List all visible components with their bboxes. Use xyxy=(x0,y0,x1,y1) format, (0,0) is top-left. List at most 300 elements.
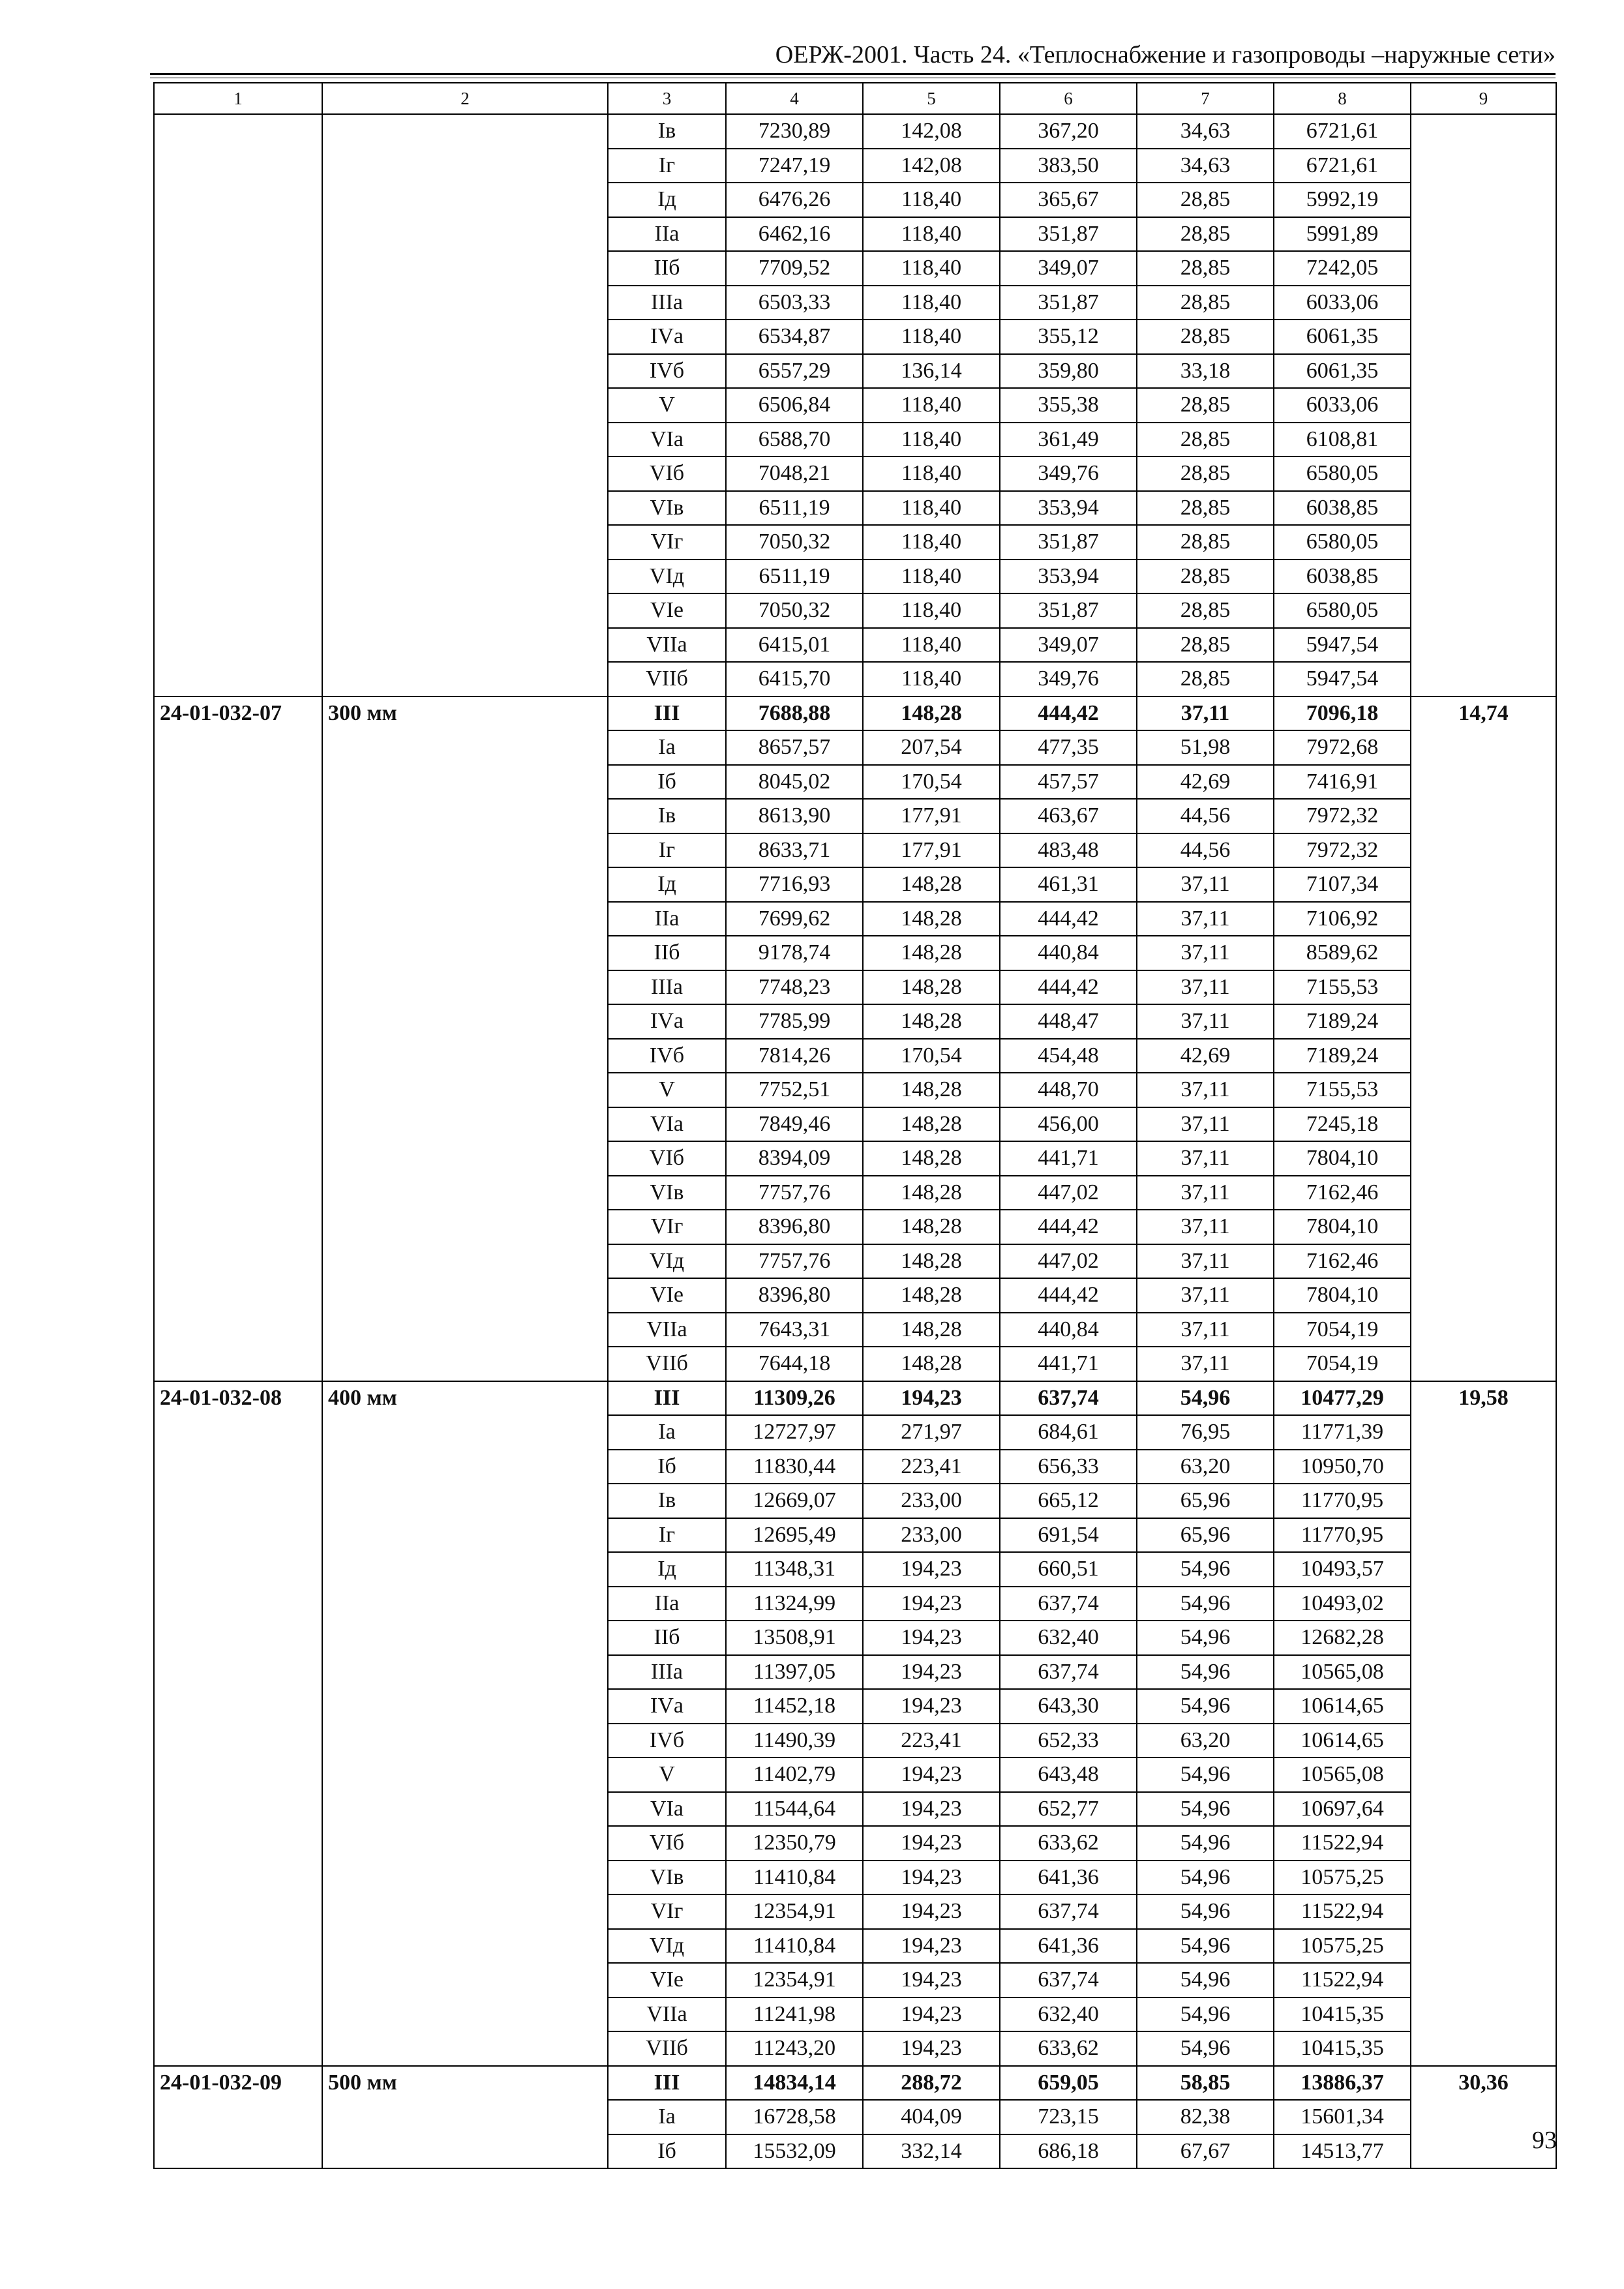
cell-c8: 7972,32 xyxy=(1274,833,1411,868)
cell-c8: 11770,95 xyxy=(1274,1484,1411,1518)
cell-c4: 12669,07 xyxy=(726,1484,863,1518)
cell-c5: 136,14 xyxy=(863,354,1000,389)
cell-c5: 148,28 xyxy=(863,1141,1000,1176)
cell-c4: 7849,46 xyxy=(726,1107,863,1142)
rate-code: 24-01-032-09 xyxy=(154,2066,322,2169)
cell-c4: 7757,76 xyxy=(726,1244,863,1279)
labor-value: 30,36 xyxy=(1411,2066,1556,2169)
cell-c5: 223,41 xyxy=(863,1450,1000,1484)
cell-c3: VIе xyxy=(608,1963,726,1997)
cell-c7: 28,85 xyxy=(1137,183,1274,217)
cell-c5: 118,40 xyxy=(863,662,1000,696)
cell-c7: 54,96 xyxy=(1137,1963,1274,1997)
cell-c4: 6557,29 xyxy=(726,354,863,389)
cell-c6: 444,42 xyxy=(1000,1278,1137,1313)
cell-c8: 10575,25 xyxy=(1274,1929,1411,1964)
pipe-diameter: 400 мм xyxy=(322,1381,608,2066)
cell-c6: 637,74 xyxy=(1000,1587,1137,1621)
cell-c8: 6721,61 xyxy=(1274,149,1411,183)
cell-c4: 11241,98 xyxy=(726,1997,863,2032)
cell-c5: 148,28 xyxy=(863,1313,1000,1347)
cell-c7: 28,85 xyxy=(1137,423,1274,457)
cell-c4: 11243,20 xyxy=(726,2031,863,2066)
table-row xyxy=(154,696,1556,731)
page-number: 93 xyxy=(1532,2127,1557,2154)
cell-c5: 148,28 xyxy=(863,1244,1000,1279)
cell-c4: 7748,23 xyxy=(726,970,863,1005)
table-row xyxy=(154,1381,1556,1416)
cell-c8: 6580,05 xyxy=(1274,456,1411,491)
column-header-6: 6 xyxy=(1000,83,1137,114)
cell-c7: 33,18 xyxy=(1137,354,1274,389)
cell-c4: 7814,26 xyxy=(726,1039,863,1073)
cell-c4: 7688,88 xyxy=(726,696,863,731)
cell-c6: 723,15 xyxy=(1000,2100,1137,2134)
cell-c4: 11348,31 xyxy=(726,1552,863,1587)
cell-c3: Iг xyxy=(608,833,726,868)
cell-c8: 6033,06 xyxy=(1274,388,1411,423)
cell-c4: 7716,93 xyxy=(726,867,863,902)
cell-c5: 118,40 xyxy=(863,251,1000,286)
column-number-row xyxy=(154,83,1556,114)
cell-c8: 10493,02 xyxy=(1274,1587,1411,1621)
cell-c3: IIа xyxy=(608,217,726,252)
cell-c5: 194,23 xyxy=(863,1963,1000,1997)
cell-c5: 118,40 xyxy=(863,388,1000,423)
column-header-1: 1 xyxy=(154,83,322,114)
cell-c6: 444,42 xyxy=(1000,970,1137,1005)
cell-c6: 355,12 xyxy=(1000,320,1137,354)
cell-c8: 7155,53 xyxy=(1274,1073,1411,1107)
cell-c6: 686,18 xyxy=(1000,2134,1137,2169)
labor-value: 14,74 xyxy=(1411,696,1556,1381)
cell-c5: 118,40 xyxy=(863,491,1000,526)
cell-c7: 54,96 xyxy=(1137,1894,1274,1929)
cell-c4: 15532,09 xyxy=(726,2134,863,2169)
pipe-diameter xyxy=(322,114,608,696)
cell-c5: 148,28 xyxy=(863,696,1000,731)
cell-c7: 34,63 xyxy=(1137,114,1274,149)
cell-c7: 37,11 xyxy=(1137,1313,1274,1347)
cell-c7: 37,11 xyxy=(1137,1210,1274,1244)
cell-c3: Iд xyxy=(608,867,726,902)
cell-c8: 10575,25 xyxy=(1274,1861,1411,1895)
cell-c4: 11830,44 xyxy=(726,1450,863,1484)
cell-c7: 67,67 xyxy=(1137,2134,1274,2169)
cell-c7: 54,96 xyxy=(1137,1689,1274,1724)
cell-c3: Iв xyxy=(608,114,726,149)
cell-c3: VIб xyxy=(608,456,726,491)
cell-c5: 170,54 xyxy=(863,765,1000,800)
cell-c4: 7709,52 xyxy=(726,251,863,286)
cell-c3: IIIа xyxy=(608,1655,726,1690)
cell-c3: VIIа xyxy=(608,1313,726,1347)
cell-c5: 194,23 xyxy=(863,1826,1000,1861)
cell-c8: 6580,05 xyxy=(1274,525,1411,560)
cell-c7: 58,85 xyxy=(1137,2066,1274,2101)
cell-c4: 6415,70 xyxy=(726,662,863,696)
cell-c3: V xyxy=(608,1073,726,1107)
cell-c6: 463,67 xyxy=(1000,799,1137,833)
cell-c7: 37,11 xyxy=(1137,1004,1274,1039)
cell-c6: 351,87 xyxy=(1000,286,1137,320)
cell-c6: 641,36 xyxy=(1000,1929,1137,1964)
cell-c7: 42,69 xyxy=(1137,1039,1274,1073)
cell-c4: 8394,09 xyxy=(726,1141,863,1176)
cell-c3: VIг xyxy=(608,1894,726,1929)
cell-c8: 10697,64 xyxy=(1274,1792,1411,1827)
cell-c4: 13508,91 xyxy=(726,1621,863,1655)
cell-c4: 7050,32 xyxy=(726,593,863,628)
cell-c5: 148,28 xyxy=(863,1004,1000,1039)
cell-c4: 12695,49 xyxy=(726,1518,863,1553)
cell-c6: 367,20 xyxy=(1000,114,1137,149)
cell-c7: 54,96 xyxy=(1137,1997,1274,2032)
cell-c8: 6061,35 xyxy=(1274,320,1411,354)
cell-c7: 37,11 xyxy=(1137,1141,1274,1176)
cell-c8: 7804,10 xyxy=(1274,1278,1411,1313)
cell-c3: VIд xyxy=(608,560,726,594)
cell-c4: 8045,02 xyxy=(726,765,863,800)
cell-c3: VIа xyxy=(608,1107,726,1142)
cell-c4: 7247,19 xyxy=(726,149,863,183)
cell-c4: 8613,90 xyxy=(726,799,863,833)
cell-c8: 7972,32 xyxy=(1274,799,1411,833)
cell-c6: 652,33 xyxy=(1000,1724,1137,1758)
cell-c7: 65,96 xyxy=(1137,1484,1274,1518)
document-title: ОЕРЖ-2001. Часть 24. «Теплоснабжение и газопроводы –наружные сети» xyxy=(775,41,1556,68)
cell-c7: 54,96 xyxy=(1137,1861,1274,1895)
cell-c3: VIд xyxy=(608,1244,726,1279)
cell-c8: 7107,34 xyxy=(1274,867,1411,902)
cell-c5: 118,40 xyxy=(863,628,1000,663)
cell-c6: 349,76 xyxy=(1000,456,1137,491)
column-header-9: 9 xyxy=(1411,83,1556,114)
cell-c7: 28,85 xyxy=(1137,320,1274,354)
cell-c8: 8589,62 xyxy=(1274,936,1411,970)
cell-c8: 7189,24 xyxy=(1274,1004,1411,1039)
cell-c5: 271,97 xyxy=(863,1415,1000,1450)
cell-c4: 6588,70 xyxy=(726,423,863,457)
cell-c4: 6506,84 xyxy=(726,388,863,423)
cell-c4: 6534,87 xyxy=(726,320,863,354)
cell-c8: 7054,19 xyxy=(1274,1347,1411,1381)
cell-c3: VIв xyxy=(608,491,726,526)
cell-c3: VIб xyxy=(608,1826,726,1861)
cell-c6: 652,77 xyxy=(1000,1792,1137,1827)
cell-c8: 11522,94 xyxy=(1274,1826,1411,1861)
cell-c8: 7106,92 xyxy=(1274,902,1411,936)
cell-c3: VIа xyxy=(608,1792,726,1827)
cell-c7: 37,11 xyxy=(1137,867,1274,902)
cell-c6: 477,35 xyxy=(1000,730,1137,765)
cell-c3: VIIа xyxy=(608,1997,726,2032)
cell-c7: 37,11 xyxy=(1137,1347,1274,1381)
cell-c3: IVа xyxy=(608,1689,726,1724)
cell-c8: 10415,35 xyxy=(1274,1997,1411,2032)
cell-c8: 5947,54 xyxy=(1274,662,1411,696)
cell-c3: IVа xyxy=(608,320,726,354)
cell-c8: 7054,19 xyxy=(1274,1313,1411,1347)
cell-c5: 332,14 xyxy=(863,2134,1000,2169)
cell-c8: 12682,28 xyxy=(1274,1621,1411,1655)
rate-code xyxy=(154,114,322,696)
cell-c5: 148,28 xyxy=(863,1278,1000,1313)
cell-c3: VIд xyxy=(608,1929,726,1964)
cell-c5: 148,28 xyxy=(863,1107,1000,1142)
cell-c6: 353,94 xyxy=(1000,560,1137,594)
cell-c7: 37,11 xyxy=(1137,1107,1274,1142)
cell-c7: 34,63 xyxy=(1137,149,1274,183)
cell-c8: 10614,65 xyxy=(1274,1689,1411,1724)
cell-c7: 42,69 xyxy=(1137,765,1274,800)
cell-c7: 37,11 xyxy=(1137,1073,1274,1107)
cell-c3: IIа xyxy=(608,1587,726,1621)
pipe-diameter: 300 мм xyxy=(322,696,608,1381)
cell-c6: 440,84 xyxy=(1000,1313,1137,1347)
cell-c8: 7804,10 xyxy=(1274,1210,1411,1244)
column-header-5: 5 xyxy=(863,83,1000,114)
cell-c7: 54,96 xyxy=(1137,1792,1274,1827)
cell-c4: 16728,58 xyxy=(726,2100,863,2134)
cell-c6: 637,74 xyxy=(1000,1963,1137,1997)
cell-c8: 6038,85 xyxy=(1274,491,1411,526)
cell-c4: 7050,32 xyxy=(726,525,863,560)
cell-c4: 6511,19 xyxy=(726,560,863,594)
cell-c3: IIб xyxy=(608,1621,726,1655)
cell-c6: 383,50 xyxy=(1000,149,1137,183)
cell-c7: 54,96 xyxy=(1137,1552,1274,1587)
cell-c6: 659,05 xyxy=(1000,2066,1137,2101)
cell-c3: VIа xyxy=(608,423,726,457)
cell-c3: IVб xyxy=(608,354,726,389)
cell-c4: 6462,16 xyxy=(726,217,863,252)
cell-c3: IIIа xyxy=(608,970,726,1005)
table-body xyxy=(154,114,1556,2168)
cell-c3: VIг xyxy=(608,1210,726,1244)
cell-c7: 28,85 xyxy=(1137,560,1274,594)
cell-c7: 82,38 xyxy=(1137,2100,1274,2134)
cell-c4: 11402,79 xyxy=(726,1758,863,1792)
cell-c7: 28,85 xyxy=(1137,662,1274,696)
cell-c4: 8396,80 xyxy=(726,1278,863,1313)
cell-c8: 10614,65 xyxy=(1274,1724,1411,1758)
cell-c4: 11309,26 xyxy=(726,1381,863,1416)
cell-c3: Iд xyxy=(608,183,726,217)
cell-c6: 632,40 xyxy=(1000,1621,1137,1655)
cell-c3: Iа xyxy=(608,730,726,765)
cell-c5: 118,40 xyxy=(863,560,1000,594)
cell-c6: 441,71 xyxy=(1000,1141,1137,1176)
cell-c6: 632,40 xyxy=(1000,1997,1137,2032)
cell-c6: 691,54 xyxy=(1000,1518,1137,1553)
page-header xyxy=(150,33,1556,78)
cell-c6: 349,76 xyxy=(1000,662,1137,696)
cell-c8: 7096,18 xyxy=(1274,696,1411,731)
cell-c8: 10950,70 xyxy=(1274,1450,1411,1484)
column-header-7: 7 xyxy=(1137,83,1274,114)
cell-c3: Iб xyxy=(608,765,726,800)
cell-c8: 11770,95 xyxy=(1274,1518,1411,1553)
cell-c3: VIIб xyxy=(608,662,726,696)
cell-c4: 7757,76 xyxy=(726,1176,863,1210)
rate-code: 24-01-032-08 xyxy=(154,1381,322,2066)
labor-value: 19,58 xyxy=(1411,1381,1556,2066)
cell-c8: 10565,08 xyxy=(1274,1758,1411,1792)
cell-c7: 37,11 xyxy=(1137,696,1274,731)
cell-c3: VIг xyxy=(608,525,726,560)
cell-c8: 15601,34 xyxy=(1274,2100,1411,2134)
cell-c3: IIа xyxy=(608,902,726,936)
cell-c7: 54,96 xyxy=(1137,1929,1274,1964)
cell-c4: 7785,99 xyxy=(726,1004,863,1039)
cell-c8: 5947,54 xyxy=(1274,628,1411,663)
cell-c3: III xyxy=(608,2066,726,2101)
cell-c5: 194,23 xyxy=(863,1997,1000,2032)
cell-c7: 37,11 xyxy=(1137,1278,1274,1313)
cell-c3: VIв xyxy=(608,1176,726,1210)
cell-c4: 9178,74 xyxy=(726,936,863,970)
cell-c8: 6033,06 xyxy=(1274,286,1411,320)
cell-c3: V xyxy=(608,388,726,423)
labor-value xyxy=(1411,114,1556,696)
cell-c8: 10493,57 xyxy=(1274,1552,1411,1587)
cell-c5: 194,23 xyxy=(863,1587,1000,1621)
cell-c7: 37,11 xyxy=(1137,1244,1274,1279)
cell-c7: 28,85 xyxy=(1137,628,1274,663)
cell-c3: IIб xyxy=(608,251,726,286)
cell-c7: 63,20 xyxy=(1137,1724,1274,1758)
cell-c6: 454,48 xyxy=(1000,1039,1137,1073)
cell-c8: 6580,05 xyxy=(1274,593,1411,628)
price-table xyxy=(153,82,1557,2169)
cell-c7: 44,56 xyxy=(1137,799,1274,833)
cell-c3: III xyxy=(608,1381,726,1416)
cell-c5: 148,28 xyxy=(863,936,1000,970)
cell-c5: 118,40 xyxy=(863,423,1000,457)
cell-c6: 349,07 xyxy=(1000,251,1137,286)
column-header-2: 2 xyxy=(322,83,608,114)
cell-c4: 12727,97 xyxy=(726,1415,863,1450)
cell-c7: 28,85 xyxy=(1137,286,1274,320)
cell-c5: 177,91 xyxy=(863,833,1000,868)
cell-c6: 448,70 xyxy=(1000,1073,1137,1107)
cell-c6: 637,74 xyxy=(1000,1894,1137,1929)
cell-c7: 54,96 xyxy=(1137,1758,1274,1792)
cell-c7: 28,85 xyxy=(1137,456,1274,491)
cell-c5: 194,23 xyxy=(863,1792,1000,1827)
cell-c3: VIIб xyxy=(608,2031,726,2066)
cell-c3: IVа xyxy=(608,1004,726,1039)
cell-c8: 7162,46 xyxy=(1274,1244,1411,1279)
cell-c8: 5992,19 xyxy=(1274,183,1411,217)
cell-c8: 7804,10 xyxy=(1274,1141,1411,1176)
cell-c4: 7752,51 xyxy=(726,1073,863,1107)
cell-c7: 37,11 xyxy=(1137,936,1274,970)
cell-c4: 8633,71 xyxy=(726,833,863,868)
cell-c6: 353,94 xyxy=(1000,491,1137,526)
cell-c5: 194,23 xyxy=(863,1655,1000,1690)
cell-c8: 6721,61 xyxy=(1274,114,1411,149)
cell-c6: 355,38 xyxy=(1000,388,1137,423)
cell-c6: 359,80 xyxy=(1000,354,1137,389)
cell-c3: Iб xyxy=(608,1450,726,1484)
cell-c6: 351,87 xyxy=(1000,217,1137,252)
cell-c6: 444,42 xyxy=(1000,902,1137,936)
cell-c5: 194,23 xyxy=(863,1621,1000,1655)
cell-c6: 656,33 xyxy=(1000,1450,1137,1484)
cell-c8: 11522,94 xyxy=(1274,1894,1411,1929)
cell-c5: 194,23 xyxy=(863,1929,1000,1964)
cell-c5: 118,40 xyxy=(863,183,1000,217)
cell-c8: 11522,94 xyxy=(1274,1963,1411,1997)
cell-c7: 76,95 xyxy=(1137,1415,1274,1450)
cell-c6: 665,12 xyxy=(1000,1484,1137,1518)
cell-c3: Iг xyxy=(608,149,726,183)
cell-c4: 12350,79 xyxy=(726,1826,863,1861)
cell-c7: 51,98 xyxy=(1137,730,1274,765)
cell-c6: 633,62 xyxy=(1000,2031,1137,2066)
cell-c8: 6108,81 xyxy=(1274,423,1411,457)
cell-c6: 660,51 xyxy=(1000,1552,1137,1587)
cell-c6: 643,30 xyxy=(1000,1689,1137,1724)
cell-c6: 351,87 xyxy=(1000,525,1137,560)
cell-c5: 118,40 xyxy=(863,217,1000,252)
cell-c3: Iв xyxy=(608,799,726,833)
cell-c7: 37,11 xyxy=(1137,970,1274,1005)
cell-c8: 10415,35 xyxy=(1274,2031,1411,2066)
cell-c3: VIIа xyxy=(608,628,726,663)
cell-c3: IVб xyxy=(608,1039,726,1073)
rate-code: 24-01-032-07 xyxy=(154,696,322,1381)
cell-c8: 7972,68 xyxy=(1274,730,1411,765)
cell-c8: 6038,85 xyxy=(1274,560,1411,594)
cell-c4: 11452,18 xyxy=(726,1689,863,1724)
cell-c7: 63,20 xyxy=(1137,1450,1274,1484)
cell-c4: 6503,33 xyxy=(726,286,863,320)
cell-c7: 28,85 xyxy=(1137,491,1274,526)
cell-c8: 10477,29 xyxy=(1274,1381,1411,1416)
cell-c8: 7155,53 xyxy=(1274,970,1411,1005)
cell-c6: 448,47 xyxy=(1000,1004,1137,1039)
cell-c3: VIе xyxy=(608,1278,726,1313)
cell-c3: V xyxy=(608,1758,726,1792)
cell-c3: Iв xyxy=(608,1484,726,1518)
cell-c7: 28,85 xyxy=(1137,217,1274,252)
cell-c8: 7416,91 xyxy=(1274,765,1411,800)
cell-c3: Iа xyxy=(608,2100,726,2134)
cell-c4: 6415,01 xyxy=(726,628,863,663)
cell-c5: 142,08 xyxy=(863,149,1000,183)
cell-c5: 194,23 xyxy=(863,1689,1000,1724)
cell-c3: Iб xyxy=(608,2134,726,2169)
cell-c3: IIIа xyxy=(608,286,726,320)
column-header-3: 3 xyxy=(608,83,726,114)
cell-c5: 223,41 xyxy=(863,1724,1000,1758)
cell-c5: 118,40 xyxy=(863,456,1000,491)
cell-c5: 148,28 xyxy=(863,902,1000,936)
cell-c3: IIб xyxy=(608,936,726,970)
cell-c8: 7242,05 xyxy=(1274,251,1411,286)
cell-c7: 54,96 xyxy=(1137,1621,1274,1655)
cell-c8: 13886,37 xyxy=(1274,2066,1411,2101)
cell-c6: 444,42 xyxy=(1000,696,1137,731)
cell-c5: 148,28 xyxy=(863,1210,1000,1244)
cell-c8: 10565,08 xyxy=(1274,1655,1411,1690)
cell-c4: 7643,31 xyxy=(726,1313,863,1347)
cell-c6: 444,42 xyxy=(1000,1210,1137,1244)
cell-c4: 8396,80 xyxy=(726,1210,863,1244)
